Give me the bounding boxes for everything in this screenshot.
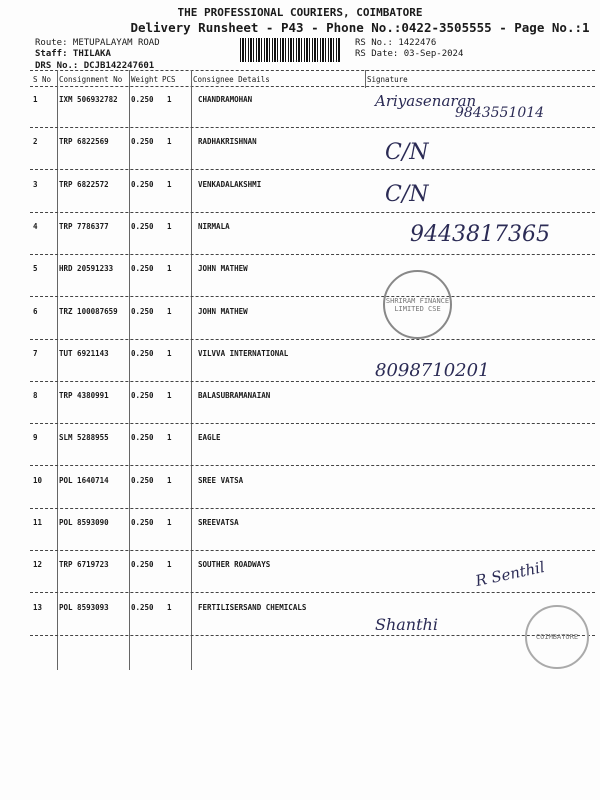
cell-consignee: NIRMALA xyxy=(198,221,230,231)
cell-consignee: SOUTHER ROADWAYS xyxy=(198,560,271,570)
finance-stamp: SHRIRAM FINANCE LIMITED CSE xyxy=(383,270,452,339)
cell-weight: 0.250 xyxy=(131,306,154,316)
row-divider xyxy=(30,212,595,213)
cell-pcs: 1 xyxy=(167,602,172,612)
cell-consignment: HRD 20591233 xyxy=(59,264,114,274)
row-divider xyxy=(30,254,595,255)
cell-weight: 0.250 xyxy=(131,475,154,485)
col-weight: Weight xyxy=(131,75,159,84)
row-divider xyxy=(30,508,595,509)
cell-consignee: SREEVATSA xyxy=(198,518,239,527)
cell-sno: 12 xyxy=(33,560,43,570)
cell-consignment: TRP 6822572 xyxy=(59,179,109,189)
row-divider xyxy=(30,635,595,636)
cell-sno: 7 xyxy=(33,348,38,358)
signature-1: Ariyasenaran xyxy=(375,92,477,110)
cell-consignment: TUT 6921143 xyxy=(59,348,109,358)
cell-sno: 3 xyxy=(33,179,38,189)
row-divider xyxy=(30,381,595,382)
signature-7-phone: 8098710201 xyxy=(375,360,490,381)
cell-pcs: 1 xyxy=(167,518,172,527)
row-divider xyxy=(30,550,595,551)
cell-consignee: BALASUBRAMANAIAN xyxy=(198,391,271,401)
cell-sno: 13 xyxy=(33,602,43,612)
cell-weight: 0.250 xyxy=(131,518,154,527)
cell-consignment: TRP 6719723 xyxy=(59,560,109,570)
row-divider xyxy=(30,339,595,340)
cell-consignment: IXM 506932782 xyxy=(59,95,118,104)
signature-3: C/N xyxy=(385,182,429,207)
cell-consignment: TRZ 100087659 xyxy=(59,306,118,316)
cell-pcs: 1 xyxy=(167,433,172,443)
cell-consignee: CHANDRAMOHAN xyxy=(198,95,253,104)
cell-consignment: POL 8593093 xyxy=(59,602,109,612)
cell-pcs: 1 xyxy=(167,95,172,104)
cell-weight: 0.250 xyxy=(131,348,154,358)
cell-consignment: TRP 4380991 xyxy=(59,391,109,401)
row-divider xyxy=(30,296,595,297)
col-signature: Signature xyxy=(367,75,408,84)
barcode xyxy=(240,38,340,62)
cell-consignment: TRP 7786377 xyxy=(59,221,109,231)
cell-sno: 10 xyxy=(33,475,43,485)
signature-2: C/N xyxy=(385,140,429,165)
cell-pcs: 1 xyxy=(167,221,172,231)
col-sno: S No xyxy=(33,75,52,84)
cell-weight: 0.250 xyxy=(131,560,154,570)
signature-13: Shanthi xyxy=(375,615,438,634)
row-divider xyxy=(30,127,595,128)
cell-pcs: 1 xyxy=(167,348,172,358)
cell-pcs: 1 xyxy=(167,264,172,274)
cell-sno: 6 xyxy=(33,306,38,316)
cell-weight: 0.250 xyxy=(131,433,154,443)
cell-pcs: 1 xyxy=(167,137,172,147)
cell-pcs: 1 xyxy=(167,306,172,316)
row-divider xyxy=(30,169,595,170)
cell-consignee: JOHN MATHEW xyxy=(198,264,248,274)
cell-consignee: VILVVA INTERNATIONAL xyxy=(198,348,289,358)
cell-consignee: FERTILISERSAND CHEMICALS xyxy=(198,602,307,612)
company-title: THE PROFESSIONAL COURIERS, COIMBATORE xyxy=(177,6,423,19)
staff: Staff: THILAKA xyxy=(35,49,111,59)
cell-consignee: SREE VATSA xyxy=(198,475,244,485)
cell-consignment: POL 8593090 xyxy=(59,518,109,527)
cell-sno: 11 xyxy=(33,518,43,527)
cell-sno: 5 xyxy=(33,264,38,274)
drs-number: DRS No.: DCJB142247601 xyxy=(35,61,155,71)
cell-weight: 0.250 xyxy=(131,264,154,274)
col-consignment: Consignment No xyxy=(59,75,123,84)
cell-sno: 8 xyxy=(33,391,38,401)
cell-sno: 1 xyxy=(33,95,38,104)
signature-12: R Senthil xyxy=(473,557,547,591)
col-pcs: PCS xyxy=(162,75,176,84)
cell-consignment: TRP 6822569 xyxy=(59,137,109,147)
rs-number: RS No.: 1422476 xyxy=(355,38,437,48)
cell-pcs: 1 xyxy=(167,560,172,570)
cell-consignee: JOHN MATHEW xyxy=(198,306,248,316)
coimbatore-stamp: COIMBATORE xyxy=(525,605,589,669)
cell-weight: 0.250 xyxy=(131,137,154,147)
cell-consignee: RADHAKRISHNAN xyxy=(198,137,257,147)
signature-4-phone: 9443817365 xyxy=(410,222,550,247)
runsheet-subtitle: Delivery Runsheet - P43 - Phone No.:0422-3505555 - Page No.:1 xyxy=(130,20,590,35)
rs-date: RS Date: 03-Sep-2024 xyxy=(355,49,464,59)
col-consignee: Consignee Details xyxy=(193,75,270,84)
cell-pcs: 1 xyxy=(167,475,172,485)
cell-consignee: VENKADALAKSHMI xyxy=(198,179,262,189)
cell-weight: 0.250 xyxy=(131,391,154,401)
row-divider xyxy=(30,592,595,593)
cell-weight: 0.250 xyxy=(131,95,154,104)
cell-weight: 0.250 xyxy=(131,179,154,189)
cell-sno: 4 xyxy=(33,221,38,231)
cell-consignment: POL 1640714 xyxy=(59,475,109,485)
cell-sno: 9 xyxy=(33,433,38,443)
cell-pcs: 1 xyxy=(167,179,172,189)
signature-1-phone: 9843551014 xyxy=(455,105,545,121)
cell-weight: 0.250 xyxy=(131,221,154,231)
cell-consignee: EAGLE xyxy=(198,433,221,443)
cell-sno: 2 xyxy=(33,137,38,147)
row-divider xyxy=(30,423,595,424)
cell-consignment: SLM 5288955 xyxy=(59,433,109,443)
route: Route: METUPALAYAM ROAD xyxy=(35,38,160,48)
row-divider xyxy=(30,465,595,466)
cell-pcs: 1 xyxy=(167,391,172,401)
cell-weight: 0.250 xyxy=(131,602,154,612)
